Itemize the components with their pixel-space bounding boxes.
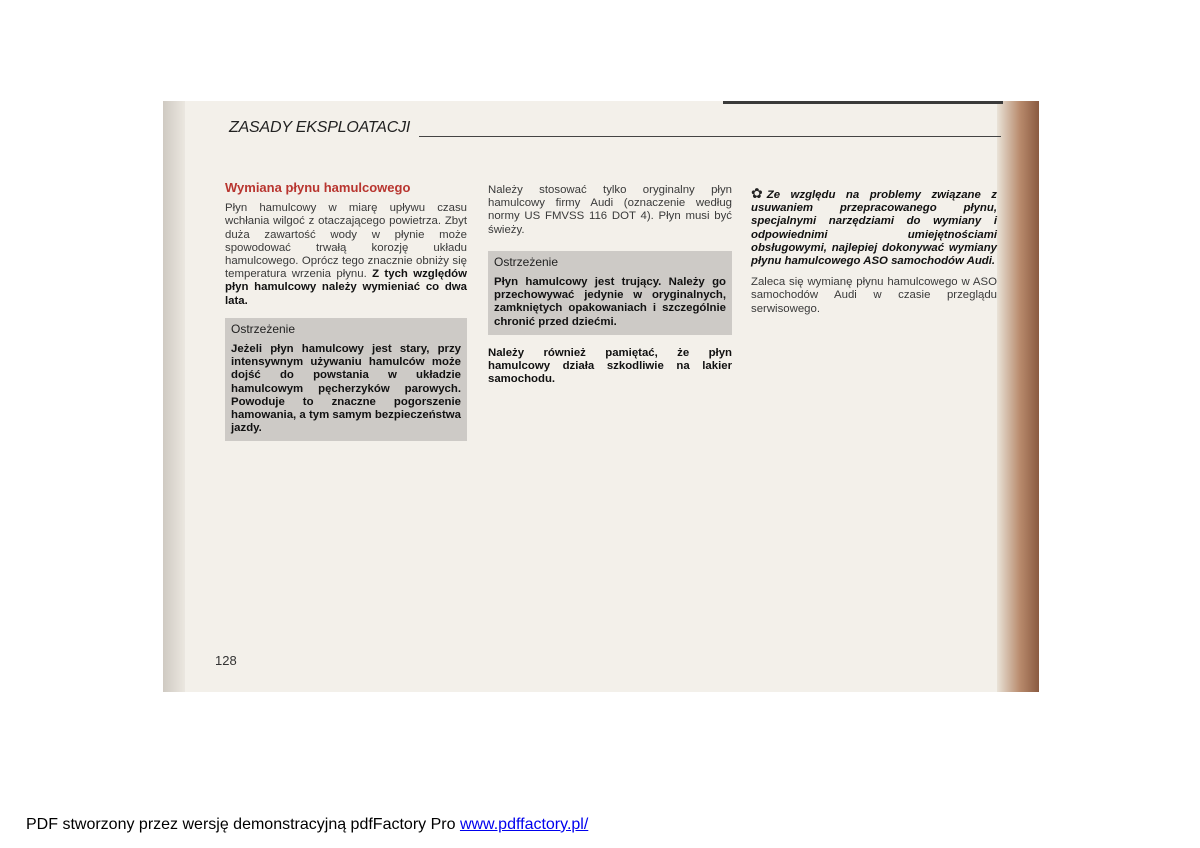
eco-paragraph (751, 187, 997, 268)
oem-fluid-paragraph: Należy stosować tylko oryginalny płyn hamulcowy firmy Audi (oznaczenie według normy US FMVSS 116 DOT 4). Płyn musi być świeży. (488, 184, 732, 236)
intro-text: Płyn hamulcowy w miarę upływu czasu wchłania wilgoć z otaczającego powietrza. Zbyt duża zawartość wody w płynie może spowodować trwałą korozję układu hamulcowego. Oprócz tego znacznie obniży się temperatura wrzenia płynu. (225, 202, 467, 281)
page-number: 128 (215, 653, 237, 668)
warning-text: Płyn hamulcowy jest trujący. Należy go przechowywać jedynie w oryginalnych, zamkniętych opakowaniach i szczególnie chronić przed dziećmi. (494, 276, 726, 328)
header-rule (419, 136, 1001, 137)
section-header: ZASADY EKSPLOATACJI (229, 119, 411, 136)
scanned-page (163, 101, 1039, 692)
warning-title: Ostrzeżenie (494, 254, 559, 269)
intro-bold-text: Z tych względów płyn hamulcowy należy wymieniać co dwa lata. (225, 268, 467, 307)
pdf-footer (26, 816, 588, 834)
footer-text: PDF stworzony przez wersję demonstracyjną pdfFactory Pro (26, 816, 460, 833)
column-3 (751, 187, 997, 324)
warning-title: Ostrzeżenie (231, 321, 296, 336)
section-title: Wymiana płynu hamulcowego (225, 180, 411, 195)
recommend-paragraph: Zaleca się wymianę płynu hamulcowego w ASO samochodów Audi w czasie przeglądu serwisowego. (751, 276, 997, 315)
warning-box (225, 318, 467, 442)
page-spine-shadow (163, 101, 185, 692)
intro-paragraph (225, 202, 467, 308)
warning-text: Jeżeli płyn hamulcowy jest stary, przy intensywnym używaniu hamulców może dojść do powstania w układzie hamulcowym pęcherzyków parowych. Powoduje to znaczne pogorszenie hamowania, a tym samym bezpieczeństwa jazdy. (231, 343, 461, 435)
column-1 (225, 181, 467, 453)
eco-text: Ze względu na problemy związane z usuwaniem przepracowanego płynu, specjalnymi narzędziami do wymiany i odpowiednimi umiejętnościami obsługowymi, najlepiej dokonywać wymiany płynu hamulcowego ASO samochodów Audi. (751, 189, 997, 268)
column-2 (488, 184, 732, 394)
page-edge (997, 101, 1039, 692)
footer-link[interactable]: www.pdffactory.pl/ (459, 816, 589, 833)
flower-icon: ✿ (751, 185, 763, 201)
warning-box-toxic (488, 251, 732, 335)
paint-note: Należy również pamiętać, że płyn hamulcowy działa szkodliwie na lakier samochodu. (488, 346, 732, 386)
top-edge-shadow (723, 101, 1003, 104)
